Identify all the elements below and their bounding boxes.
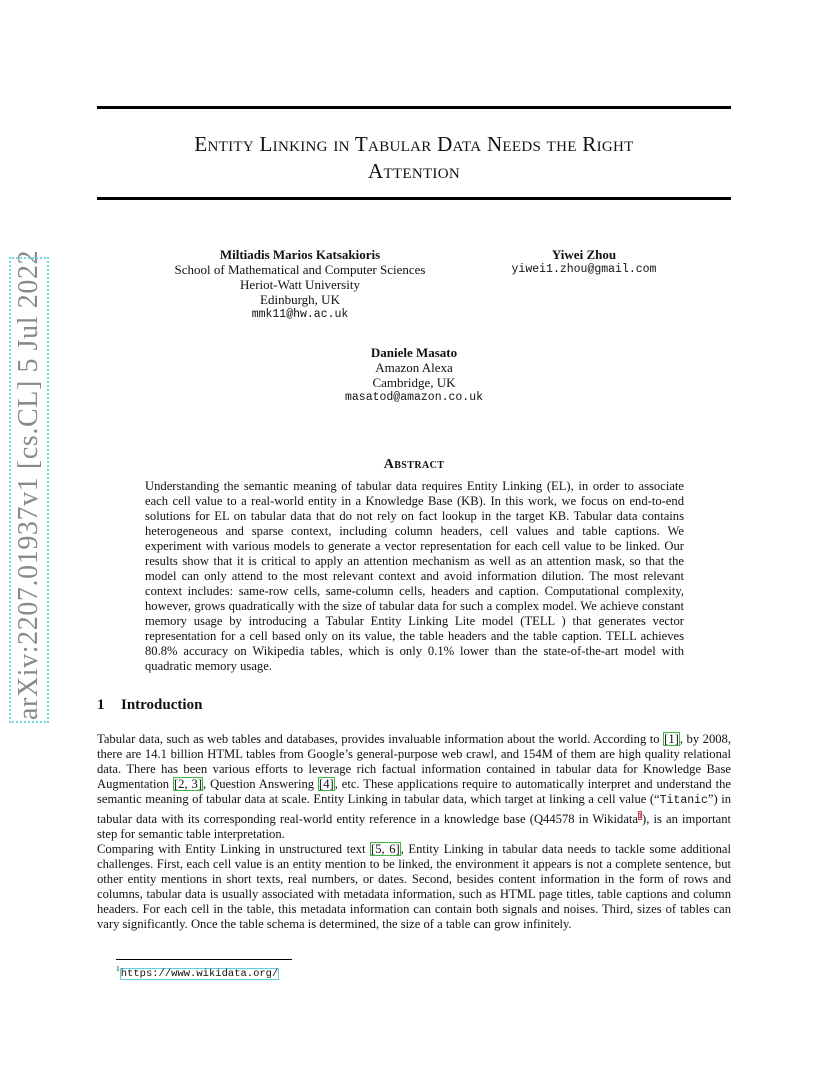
inline-code: Titanic: [659, 794, 708, 807]
section-heading-introduction: [97, 697, 202, 714]
author-affiliation: Heriot-Watt University: [240, 277, 360, 292]
abstract-text: Understanding the semantic meaning of tabular data requires Entity Linking (EL), in order to associate each cell value to a real-world entity in a Knowledge Base (KB). In this work, we focus on end-to-end solutions for EL on tabular data that do not rely on fact lookup in the target KB. Tabular data contains heterogeneous and sparse context, including column headers, cell values and table captions. We experiment with various models to generate a vector representation for each cell value to be linked. Our results show that it is critical to apply an attention mechanism as well as an attention mask, so that the model can only attend to the most relevant context and avoid information dilution. The most relevant context includes: same-row cells, same-column cells, headers and caption. Computational complexity, however, grows quadratically with the size of tabular data for such a complex model. We achieve constant memory usage by introducing a Tabular Entity Linking Lite model (TELL ) that generates vector representation for a cell based only on its value, the table headers and the table caption. TELL achieves 80.8% accuracy on Wikipedia tables, which is only 0.1% lower than the state-of-the-art model with quadratic memory usage.: [145, 479, 684, 673]
footnote-rule: [116, 959, 292, 960]
text-run: ), is an important step for semantic table interpretation.: [97, 812, 731, 842]
intro-paragraph-2: [97, 842, 731, 932]
title-rule-top: [97, 106, 731, 109]
arxiv-identifier[interactable]: arXiv:2207.01937v1 [cs.CL] 5 Jul 2022: [13, 249, 44, 720]
author-block-masato: [314, 345, 514, 405]
section-number: 1: [97, 697, 105, 713]
citation-link[interactable]: [1]: [664, 732, 679, 746]
section-title: Introduction: [121, 697, 203, 713]
intro-paragraph-1: [97, 732, 731, 842]
author-email: yiwei1.zhou@gmail.com: [511, 263, 657, 276]
author-name: Miltiadis Marios Katsakioris: [219, 247, 381, 262]
text-run: , Question Answering: [203, 777, 318, 791]
citation-link[interactable]: [4]: [319, 777, 334, 791]
text-run: , Entity Linking in tabular data needs to tackle some additional challenges. First, each cell value is an entity mention to be linked, the environment it appears is not a complete sentence, but other entity mentions in short texts, real numbers, or dates. Second, besides content information in the form of rows and columns, tabular data is usually associated with metadata information, such as HTML page titles, table captions and column headers. For each cell in the table, this metadata information can contain both signals and noises. Third, sizes of tables can vary significantly. Once the table schema is determined, the size of a table can grow infinitely.: [97, 842, 732, 931]
author-name: Daniele Masato: [370, 345, 458, 360]
footnote-number: 1: [116, 964, 120, 973]
author-email: mmk11@hw.ac.uk: [251, 308, 349, 321]
author-name: Yiwei Zhou: [551, 247, 617, 262]
author-location: Edinburgh, UK: [260, 292, 340, 307]
text-run: , by 2008, there are 14.1 billion HTML tables from Google’s general-purpose web crawl, and 154M of them are high quality relational data. There has been various efforts to leverage rich factual information contained in tabular data for Knowledge Base Augmentation: [97, 732, 732, 791]
author-affiliation: Amazon Alexa: [375, 360, 453, 375]
text-run: Comparing with Entity Linking in unstructured text: [97, 842, 371, 856]
author-email: masatod@amazon.co.uk: [344, 391, 484, 404]
footnote-marker-link[interactable]: 1: [638, 811, 643, 820]
citation-link[interactable]: [5, 6]: [371, 842, 400, 856]
citation-link[interactable]: [2, 3]: [173, 777, 203, 791]
paper-title-line-1: Entity Linking in Tabular Data Needs the Right: [194, 132, 634, 156]
paper-title-line-2: Attention: [367, 159, 460, 183]
footnote-url-link[interactable]: https://www.wikidata.org/: [120, 967, 279, 980]
abstract-heading: Abstract: [383, 457, 445, 472]
text-run: ”) in tabular data with its corresponding real-world entity reference in a knowledge base (Q44578 in Wikidata: [97, 792, 731, 827]
author-block-katsakioris: [150, 247, 450, 322]
text-run: , etc. These applications require to automatically interpret and understand the semantic meaning of tabular data at scale. Entity Linking in tabular data, which target at linking a cell value (“: [97, 777, 732, 806]
title-rule-bottom: [97, 197, 731, 200]
author-block-zhou: [484, 247, 684, 277]
text-run: Tabular data, such as web tables and databases, provides invaluable information about the world. According to: [97, 732, 664, 746]
author-location: Cambridge, UK: [372, 375, 456, 390]
footnote: [116, 964, 279, 980]
author-affiliation: School of Mathematical and Computer Sciences: [174, 262, 426, 277]
